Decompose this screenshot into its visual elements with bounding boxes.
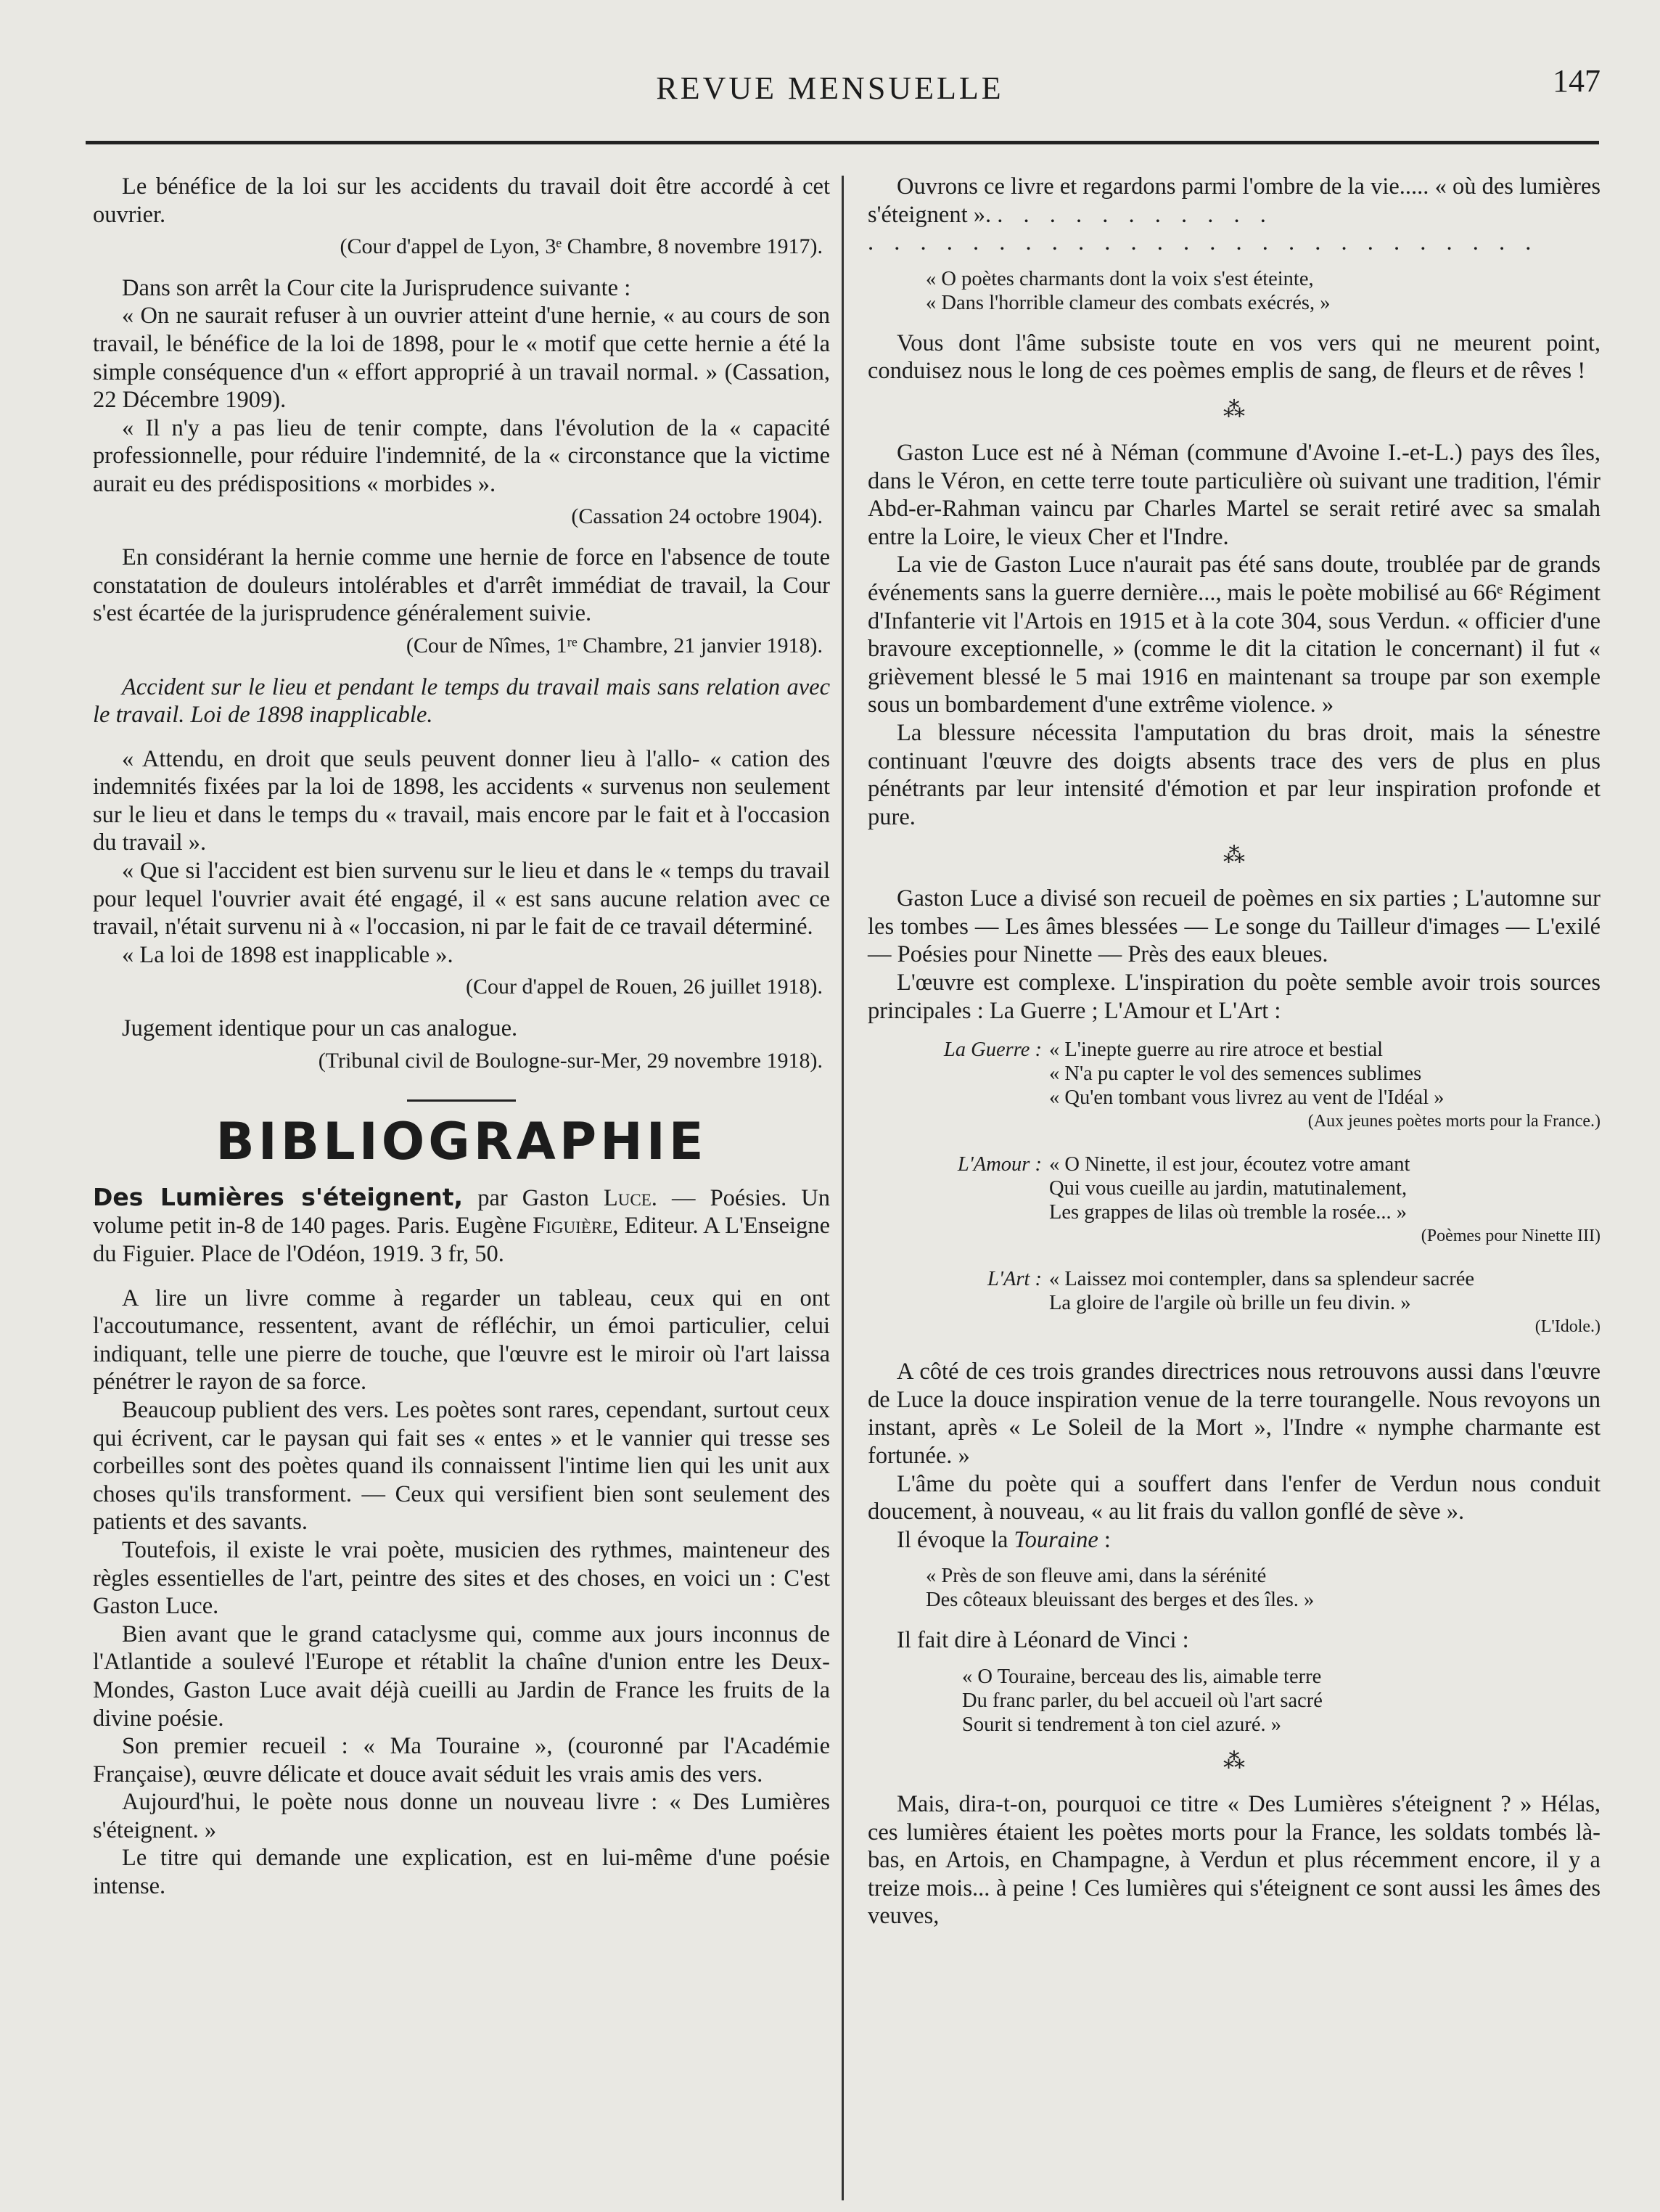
section-separator — [407, 1099, 516, 1102]
citation: (Cassation 24 octobre 1904). — [571, 504, 823, 528]
page-number: 147 — [1553, 63, 1601, 99]
right-column — [868, 173, 1601, 1930]
paragraph: « Attendu, en droit que seuls peuvent donner lieu à l'allo- « cation des indemnités fixées par la loi de 1898, les accidents « survenus non seulement sur le lieu et dans le temps du « travail, mais encore par le fait et à l'occasion du travail ». — [93, 745, 830, 856]
paragraph: « Il n'y a pas lieu de tenir compte, dans l'évolution de la « capacité professionnelle, pour réduire l'indemnité, de la « circonstance que la victime aurait eu des prédispositions « morbides ». — [93, 414, 830, 497]
publisher-name: Figuière — [533, 1213, 613, 1240]
paragraph: Vous dont l'âme subsiste toute en vos vers qui ne meurent point, conduisez nous le long de ces poèmes emplis de sang, de fleurs et de rêves ! — [868, 329, 1601, 385]
poem-quote-art: L'Art : « Laissez moi contempler, dans sa splendeur sacrée La gloire de l'argile où brille un feu divin. » (L'Idole.) — [904, 1267, 1601, 1339]
citation: (Cour d'appel de Lyon, 3ᵉ Chambre, 8 novembre 1917). — [340, 234, 823, 259]
paragraph: Le titre qui demande une explication, est en lui-même d'une poésie intense. — [93, 1845, 830, 1900]
citation: (Poèmes pour Ninette III) — [1421, 1226, 1601, 1246]
paragraph: En considérant la hernie comme une hernie de force en l'absence de toute constatation de douleurs intolérables et d'arrêt immédiat de travail, la Cour s'est écartée de la jurisprudence généralement suivie. — [93, 544, 830, 627]
left-column — [93, 173, 830, 1901]
poem-quote-amour: L'Amour : « O Ninette, il est jour, écoutez votre amant Qui vous cueille au jardin, matutinalement, Les grappes de lilas où tremble la rosée... » (Poèmes pour Ninette III) — [904, 1152, 1601, 1248]
book-title: Des Lumières s'éteignent, — [93, 1182, 464, 1211]
paragraph: Le bénéfice de la loi sur les accidents du travail doit être accordé à cet ouvrier. — [93, 173, 830, 228]
paragraph: A lire un livre comme à regarder un tableau, ceux qui en ont l'accoutumance, ressentent, avant de réfléchir, un émoi particulier, celui indiquant, telle une pierre de touche, que l'œuvre est le miroir où l'art laissa pénétrer le rayon de sa force. — [93, 1285, 830, 1396]
poem-quote: « Près de son fleuve ami, dans la sérénité Des côteaux bleuissant des berges et des îles. » — [926, 1565, 1315, 1612]
poem-quote: « O poètes charmants dont la voix s'est éteinte, « Dans l'horrible clameur des combats exécrés, » — [926, 267, 1331, 314]
poem-quote-guerre: La Guerre : « L'inepte guerre au rire atroce et bestial « N'a pu capter le vol des semences sublimes « Qu'en tombant vous livrez au vent de l'Idéal » (Aux jeunes poètes morts pour la France.) — [904, 1038, 1601, 1134]
paragraph: Aujourd'hui, le poète nous donne un nouveau livre : « Des Lumières s'éteignent. » — [93, 1789, 830, 1843]
paragraph: Il évoque la Touraine : — [897, 1526, 1111, 1553]
header-rule — [86, 141, 1599, 144]
section-title: BIBLIOGRAPHIE — [215, 1112, 707, 1172]
paragraph: Mais, dira-t-on, pourquoi ce titre « Des Lumières s'éteignent ? » Hélas, ces lumières étaient les poètes morts pour la France, les soldats tombés là-bas, en Artois, en Champagne, à Verdun et plus récemment encore, il y a treize mois... à peine ! Ces lumières qui s'éteignent ce sont aussi les âmes des veuves, — [868, 1791, 1601, 1930]
column-divider — [842, 176, 844, 2200]
case-heading: Accident sur le lieu et pendant le temps du travail mais sans relation avec le travail. Loi de 1898 inapplicable. — [93, 673, 830, 729]
paragraph: Beaucoup publient des vers. Les poètes sont rares, cependant, surtout ceux qui écrivent, car le paysan qui fait ses « entes » et le vannier qui tresse ses corbeilles sont des poètes quand ils connaissent l'intime lien qui les unit aux choses qu'ils transforment. — Ceux qui versifient bien sont seulement des patients et des savants. — [93, 1396, 830, 1536]
bibliography-entry: Des Lumières s'éteignent, par Gaston Luce. — Poésies. Un volume petit in-8 de 140 pages. Paris. Eugène Figuière, Editeur. A L'Enseigne du Figuier. Place de l'Odéon, 1919. 3 fr, 50. — [93, 1182, 830, 1267]
paragraph: Jugement identique pour un cas analogue. — [122, 1015, 518, 1042]
paragraph: Son premier recueil : « Ma Touraine », (couronné par l'Académie Française), œuvre délicate et douce avait séduit les vrais amis des vers. — [93, 1733, 830, 1787]
paragraph: L'âme du poète qui a souffert dans l'enfer de Verdun nous conduit doucement, à nouveau, « au lit frais du vallon gonflé de sève ». — [868, 1470, 1601, 1525]
paragraph: « Que si l'accident est bien survenu sur le lieu et dans le « temps du travail pour lequel l'ouvrier avait été engagé, il « est sans aucune relation avec ce travail, n'était survenu ni à « l'occasion, ni par le fait de ce travail déterminé. — [93, 858, 830, 941]
citation: (L'Idole.) — [1534, 1317, 1601, 1337]
paragraph: La blessure nécessita l'amputation du bras droit, mais la sénestre continuant l'œuvre des doigts absents trace des vers de plus en plus pénétrants par leur intensité d'émotion et par leur inspiration profonde et pure. — [868, 719, 1601, 830]
paragraph: A côté de ces trois grandes directrices nous retrouvons aussi dans l'œuvre de Luce la douce inspiration venue de la terre tourangelle. Nous revoyons un instant, après « Le Soleil de la Mort », l'Indre « nymphe charmante est fortunée. » — [868, 1359, 1601, 1470]
asterism: ⁂ — [1223, 1749, 1245, 1773]
paragraph: La vie de Gaston Luce n'aurait pas été sans doute, troublée par de grands événements sans la guerre dernière..., mais le poète mobilisé au 66ᵉ Régiment d'Infanterie vit l'Artois en 1915 et à la cote 304, sous Verdun. « officier d'une bravoure exceptionnelle, » (comme le dit la citation le concernant) il fut « grièvement blessé le 5 mai 1916 en maintenant sa troupe par son exemple sous un bombardement d'une extrême violence. » — [868, 552, 1601, 718]
paragraph: Gaston Luce est né à Néman (commune d'Avoine I.-et-L.) pays des îles, dans le Véron, en cette terre toute particulière où suivant une tradition, l'émir Abd-er-Rahman vaincu par Charles Martel se serait retiré avec sa smalah entre la Loire, le vieux Cher et l'Indre. — [868, 439, 1601, 550]
citation: (Cour de Nîmes, 1ʳᵉ Chambre, 21 janvier 1918). — [406, 633, 823, 658]
paragraph: Il fait dire à Léonard de Vinci : — [897, 1627, 1189, 1654]
paragraph: L'œuvre est complexe. L'inspiration du poète semble avoir trois sources principales : La Guerre ; L'Amour et L'Art : — [868, 970, 1601, 1024]
running-head: REVUE MENSUELLE — [656, 70, 1004, 106]
paragraph: « On ne saurait refuser à un ouvrier atteint d'une hernie, « au cours de son travail, le bénéfice de la loi de 1898, pour le « motif que cette hernie a été la simple conséquence d'un « effort approprié à un travail normal. » (Cassation, 22 Décembre 1909). — [93, 303, 830, 414]
asterism: ⁂ — [1223, 397, 1245, 422]
paragraph: Dans son arrêt la Cour cite la Jurisprudence suivante : — [122, 274, 631, 301]
citation: (Cour d'appel de Rouen, 26 juillet 1918). — [466, 975, 823, 999]
paragraph: Toutefois, il existe le vrai poète, musicien des rythmes, mainteneur des règles essentielles de l'art, peintre des sites et des choses, en voici un : C'est Gaston Luce. — [93, 1536, 830, 1620]
citation: (Aux jeunes poètes morts pour la France.) — [1307, 1112, 1601, 1131]
author-name: Luce — [603, 1184, 652, 1211]
asterism: ⁂ — [1223, 843, 1245, 868]
poem-quote: « O Touraine, berceau des lis, aimable terre Du franc parler, du bel accueil où l'art sacré Sourit si tendrement à ton ciel azuré. » — [962, 1666, 1323, 1736]
paragraph: « La loi de 1898 est inapplicable ». — [122, 941, 453, 968]
citation: (Tribunal civil de Boulogne-sur-Mer, 29 novembre 1918). — [318, 1048, 823, 1073]
ellipsis-line: . . . . . . . . . . . . . . . . . . . . . . . . . . — [868, 229, 1539, 256]
paragraph: Bien avant que le grand cataclysme qui, comme aux jours inconnus de l'Atlantide a soulevé l'Europe et rétablit la chaîne d'union entre les Deux-Mondes, Gaston Luce avait déjà cueilli au Jardin de France les fruits de la divine poésie. — [93, 1621, 830, 1732]
paragraph: Gaston Luce a divisé son recueil de poèmes en six parties ; L'automne sur les tombes — Les âmes blessées — Le songe du Tailleur d'images — L'exilé — Poésies pour Ninette — Près des eaux bleues. — [868, 885, 1601, 968]
paragraph: Ouvrons ce livre et regardons parmi l'ombre de la vie..... « où des lumières s'éteignent ». . . . . . . . . . . . — [868, 173, 1601, 228]
